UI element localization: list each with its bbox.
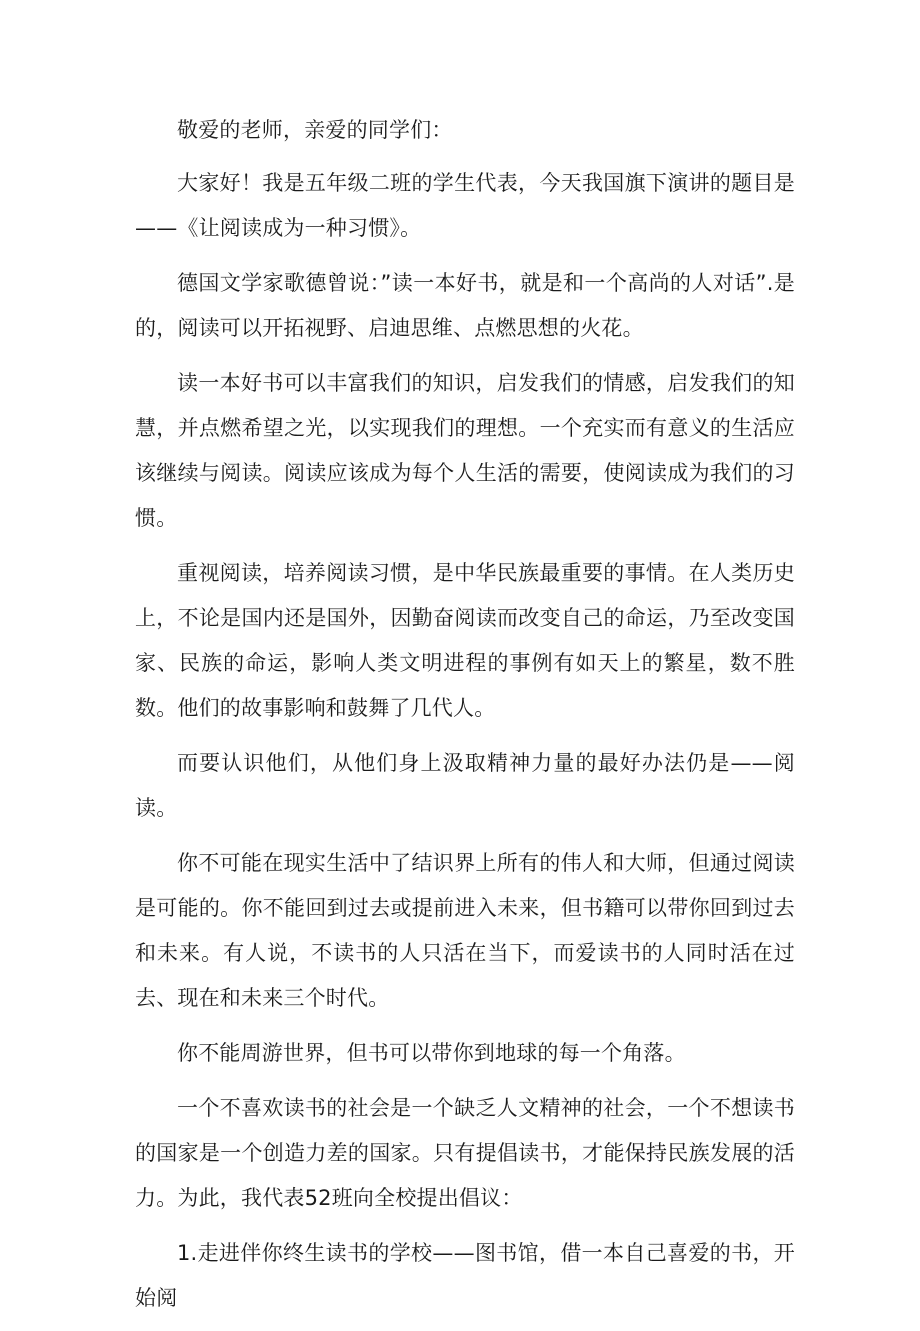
goethe-quote-paragraph: 德国文学家歌德曾说：”读一本好书，就是和一个高尚的人对话”.是的，阅读可以开拓视野、启迪思维、点燃思想的火花。 [135,271,795,340]
value-reading-paragraph: 重视阅读，培养阅读习惯，是中华民族最重要的事情。在人类历史上，不论是国内还是国外，因勤奋阅读而改变自己的命运，乃至改变国家、民族的命运，影响人类文明进程的事例有如天上的繁星，数不胜数。他们的故事影响和鼓舞了几代人。 [135,561,795,720]
greeting-paragraph: 敬爱的老师，亲爱的同学们： [177,118,453,142]
great-people-paragraph: 你不可能在现实生活中了结识界上所有的伟人和大师，但通过阅读是可能的。你不能回到过去或提前进入未来，但书籍可以带你回到过去和未来。有人说，不读书的人只活在当下，而爱读书的人同时活在过去、现在和未来三个时代。 [135,851,795,1010]
good-book-paragraph: 读一本好书可以丰富我们的知识，启发我们的情感，启发我们的知慧，并点燃希望之光，以实现我们的理想。一个充实而有意义的生活应该继续与阅读。阅读应该成为每个人生活的需要，使阅读成为我们的习惯。 [135,371,795,530]
proposal-item-1: 1.走进伴你终生读书的学校——图书馆，借一本自己喜爱的书，开始阅 [135,1241,795,1310]
speech-body [135,108,795,1331]
intro-paragraph: 大家好！我是五年级二班的学生代表，今天我国旗下演讲的题目是——《让阅读成为一种习惯》。 [135,171,795,240]
society-paragraph: 一个不喜欢读书的社会是一个缺乏人文精神的社会，一个不想读书的国家是一个创造力差的国家。只有提倡读书，才能保持民族发展的活力。为此，我代表52班向全校提出倡议： [135,1096,795,1210]
understand-them-paragraph: 而要认识他们，从他们身上汲取精神力量的最好办法仍是——阅读。 [135,751,795,820]
travel-world-paragraph: 你不能周游世界，但书可以带你到地球的每一个角落。 [177,1041,686,1065]
